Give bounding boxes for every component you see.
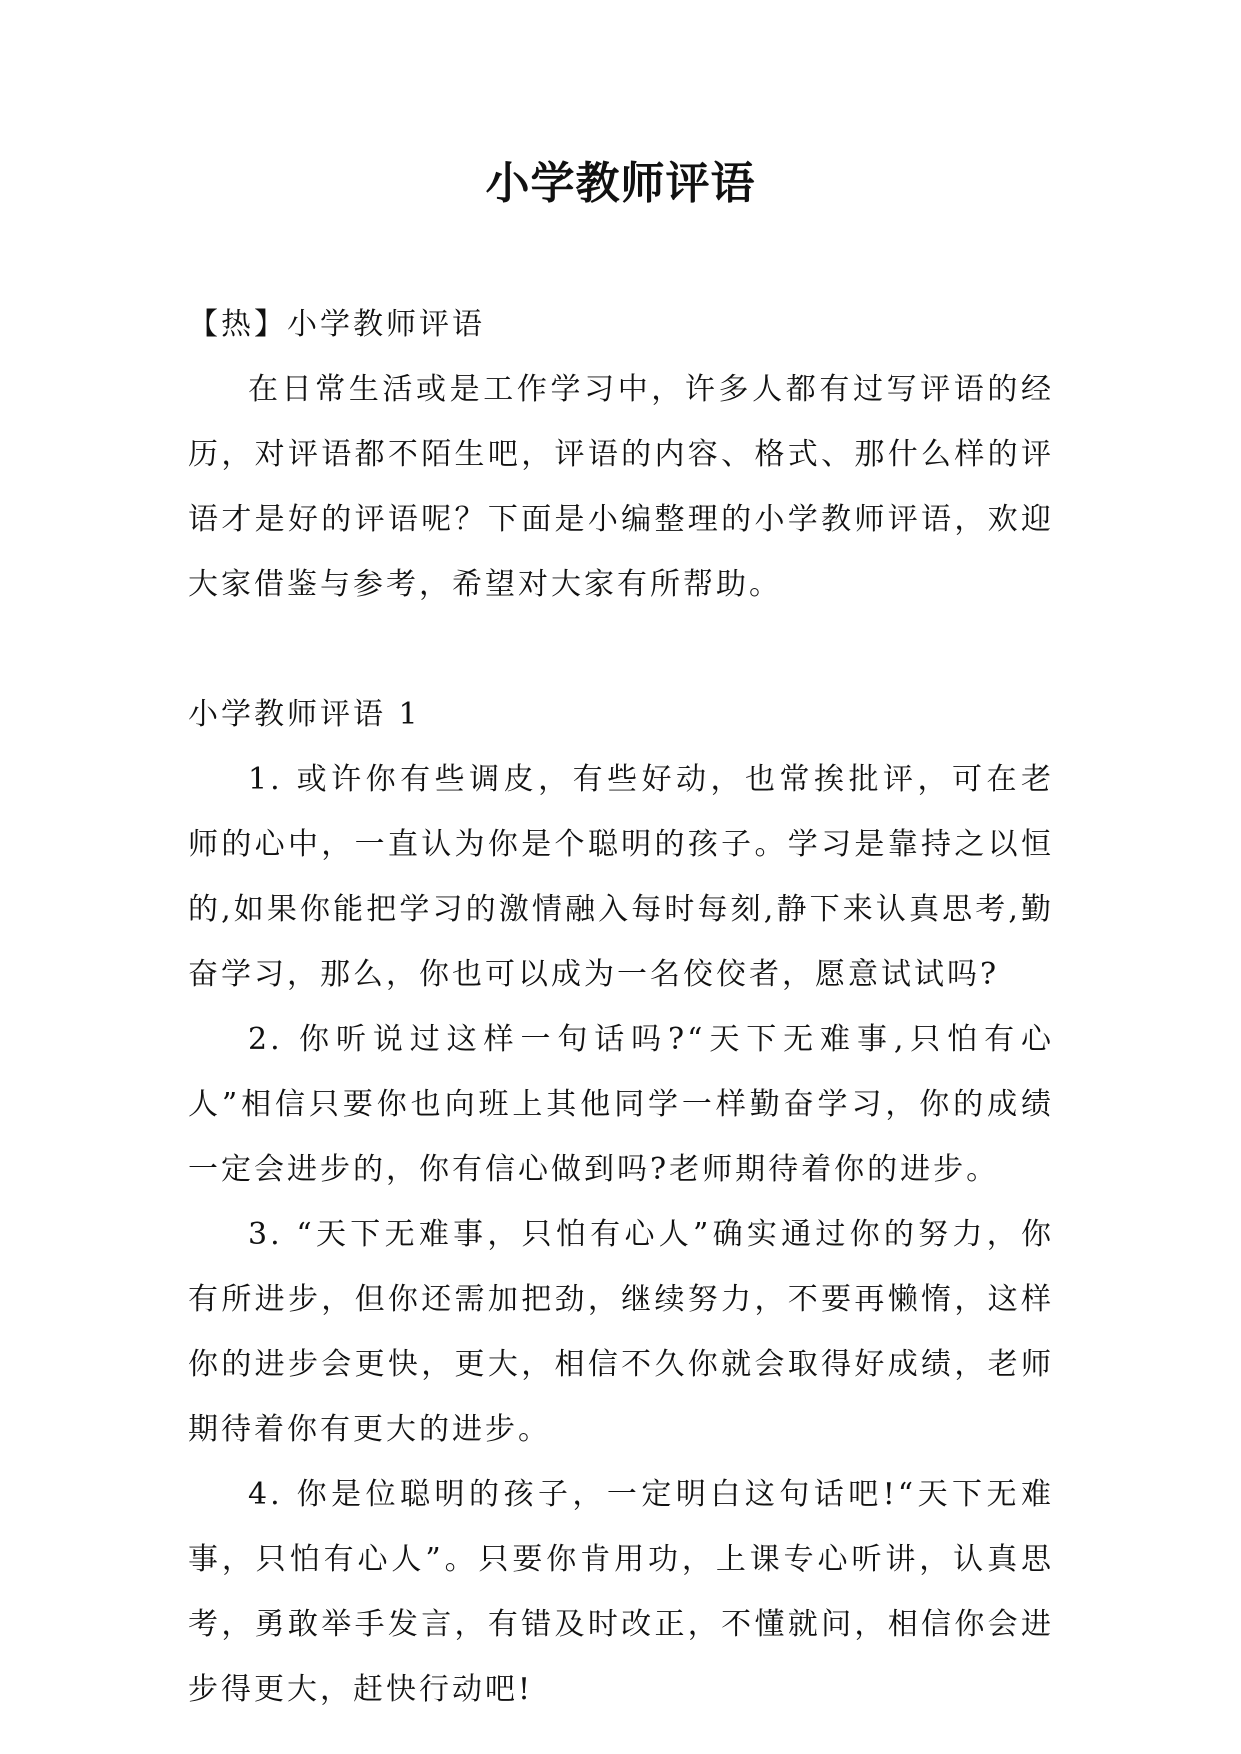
intro-paragraph: 在日常生活或是工作学习中，许多人都有过写评语的经历，对评语都不陌生吧，评语的内容、格式、那什么样的评语才是好的评语呢？下面是小编整理的小学教师评语，欢迎大家借鉴与参考，希望对大家有所帮助。 bbox=[188, 372, 1054, 602]
document-body bbox=[188, 292, 1054, 1722]
paragraph-spacer bbox=[188, 617, 1054, 682]
document-subtitle: 【热】小学教师评语 bbox=[188, 307, 485, 342]
comment-item-3: 3. “天下无难事，只怕有心人”确实通过你的努力，你有所进步，但你还需加把劲，继续努力，不要再懒惰，这样你的进步会更快，更大，相信不久你就会取得好成绩，老师期待着你有更大的进步。 bbox=[188, 1217, 1054, 1447]
section-heading: 小学教师评语 1 bbox=[188, 697, 421, 732]
comment-item-1: 1. 或许你有些调皮，有些好动，也常挨批评，可在老师的心中，一直认为你是个聪明的孩子。学习是靠持之以恒的,如果你能把学习的激情融入每时每刻,静下来认真思考,勤奋学习，那么，你也可以成为一名佼佼者，愿意试试吗? bbox=[188, 762, 1054, 992]
comment-item-4: 4. 你是位聪明的孩子，一定明白这句话吧!“天下无难事，只怕有心人”。只要你肯用功，上课专心听讲，认真思考，勇敢举手发言，有错及时改正，不懂就问，相信你会进步得更大，赶快行动吧! bbox=[188, 1477, 1054, 1707]
comment-item-2: 2. 你听说过这样一句话吗?“天下无难事,只怕有心人”相信只要你也向班上其他同学一样勤奋学习，你的成绩一定会进步的，你有信心做到吗?老师期待着你的进步。 bbox=[188, 1022, 1054, 1187]
document-title: 小学教师评语 bbox=[485, 158, 756, 209]
